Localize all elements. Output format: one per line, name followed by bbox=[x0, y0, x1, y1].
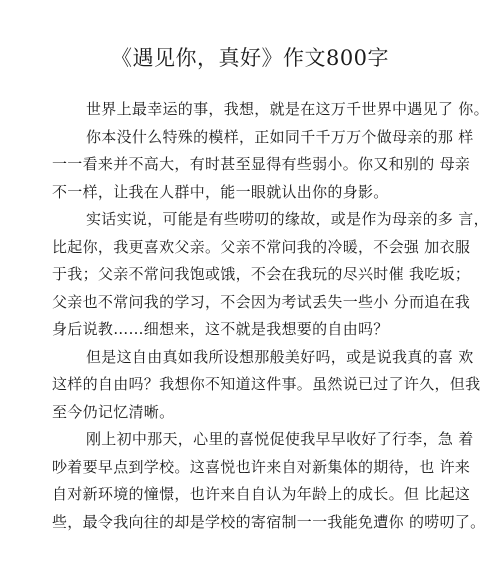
text-line: 父亲也不常问我的学习，不会因为考试丢失一些小 分而追在我 bbox=[52, 292, 471, 311]
text-line: 自对新环境的憧憬，也许来自自认为年龄上的成长。但 比起这 bbox=[52, 485, 471, 503]
text-line: 刚上初中那天，心里的喜悦促使我早早收好了行李，急 着 bbox=[86, 430, 474, 448]
document-title: 《遇见你，真好》作文800字 bbox=[110, 46, 390, 70]
document-body bbox=[52, 96, 489, 536]
text-line: 吵着要早点到学校。这喜悦也许来自对新集体的期待，也 许来 bbox=[52, 457, 471, 476]
text-line: 一一看来并不高大，有时甚至显得有些弱小。你又和别的 母亲 bbox=[52, 155, 471, 173]
text-line: 但是这自由真如我所设想那般美好吗，或是说我真的喜 欢 bbox=[86, 347, 474, 366]
text-line: 至今仍记忆清晰。 bbox=[52, 402, 175, 421]
text-line: 实话实说，可能是有些唠叨的缘故，或是作为母亲的多 言， bbox=[86, 210, 489, 228]
text-line: 你本没什么特殊的模样，正如同千千万万个做母亲的那 样 bbox=[86, 127, 474, 146]
text-line: 于我；父亲不常问我饱或饿，不会在我玩的尽兴时催 我吃坂； bbox=[52, 265, 471, 283]
text-line: 世界上最幸运的事，我想，就是在这万千世界中遇见了 你。 bbox=[86, 100, 489, 118]
text-line: 身后说教……细想来，这不就是我想要的自由吗？ bbox=[52, 320, 389, 338]
text-line: 不一样，让我在人群中，能一眼就认出你的身影。 bbox=[52, 182, 389, 201]
text-line: 比起你，我更喜欢父亲。父亲不常问我的冷暖，不会强 加衣服 bbox=[52, 237, 471, 256]
text-line: 这样的自由吗？我想你不知道这件事。虽然说已过了许久，但我 bbox=[52, 375, 481, 393]
text-line: 些，最令我向往的却是学校的寄宿制一一我能免遭你 的唠叨了。 bbox=[52, 512, 486, 531]
